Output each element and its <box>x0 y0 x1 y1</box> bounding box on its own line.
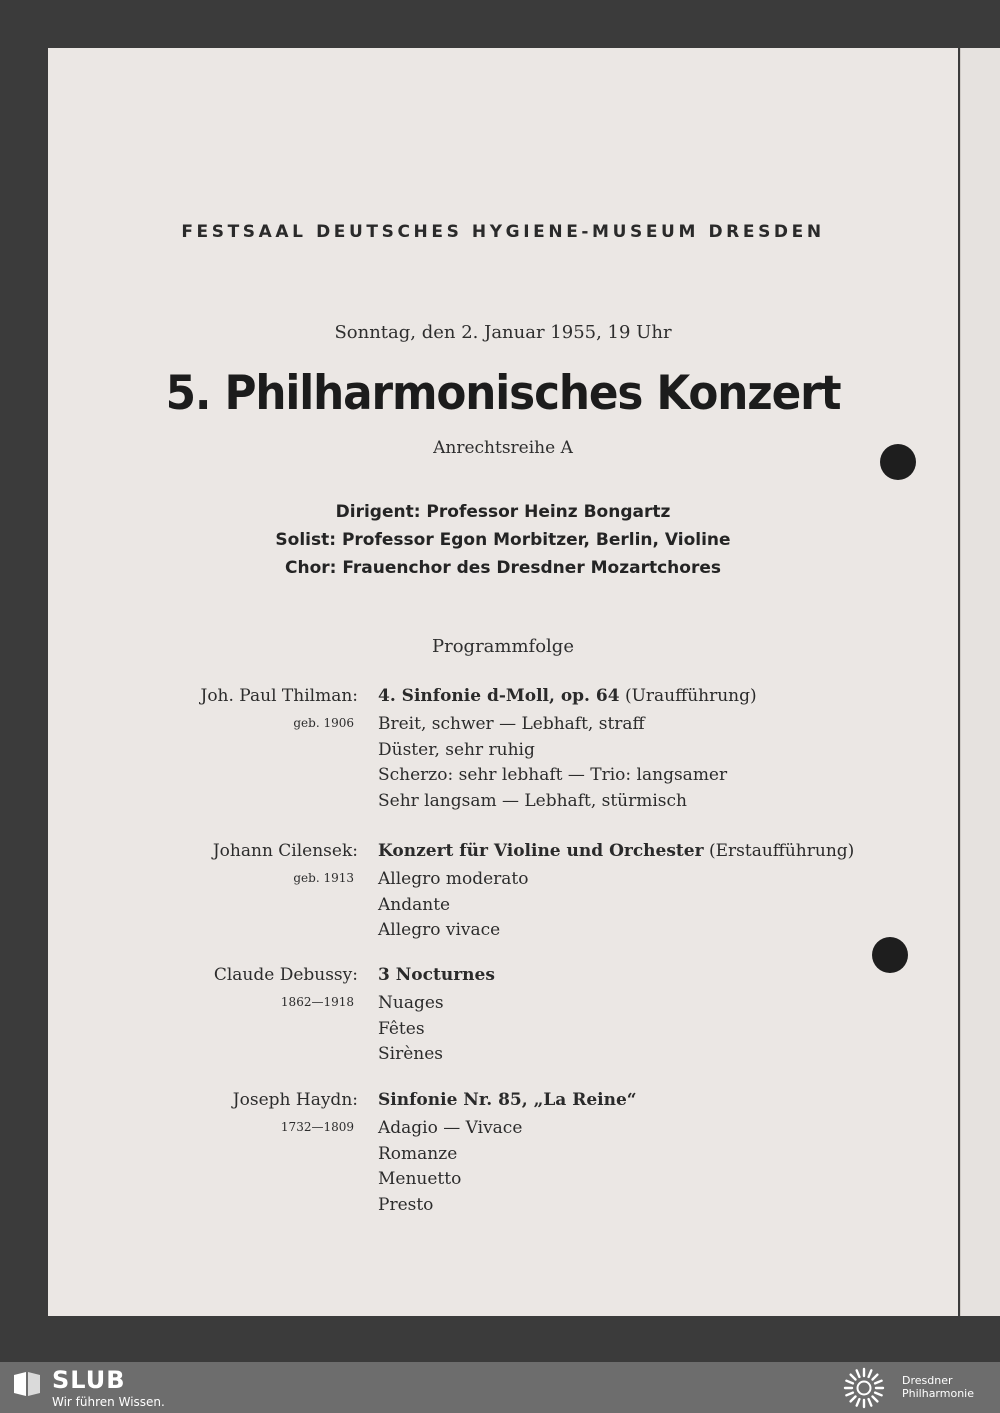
viewer-footer <box>0 1362 1000 1413</box>
movement: Adagio — Vivace <box>378 1118 523 1138</box>
work-title-line <box>378 1090 637 1110</box>
movement: Breit, schwer — Lebhaft, straff <box>378 714 645 734</box>
composer-dates: geb. 1913 <box>293 871 354 885</box>
composer-name: Joseph Haydn: <box>232 1090 358 1110</box>
work-title: 3 Nocturnes <box>378 965 495 985</box>
movement: Düster, sehr ruhig <box>378 739 535 760</box>
philharmonie-sunburst-icon[interactable] <box>842 1366 886 1410</box>
movement: Romanze <box>378 1143 458 1164</box>
work-note: (Erstaufführung) <box>708 841 855 861</box>
work-title: Konzert für Violine und Orchester <box>378 841 704 861</box>
punch-hole <box>880 444 916 480</box>
movement: Allegro vivace <box>378 920 501 940</box>
movement: Andante <box>378 894 451 915</box>
movement-list <box>378 867 529 944</box>
movement: Nuages <box>378 993 444 1013</box>
concert-date: Sonntag, den 2. Januar 1955, 19 Uhr <box>334 322 672 343</box>
venue-heading: FESTSAAL DEUTSCHES HYGIENE-MUSEUM DRESDEN <box>181 222 825 242</box>
punch-hole <box>872 937 908 973</box>
composer-name: Joh. Paul Thilman: <box>200 686 358 706</box>
movement: Sehr langsam — Lebhaft, stürmisch <box>378 790 688 811</box>
subscription-series: Anrechtsreihe A <box>433 438 573 458</box>
philharmonie-logo-text[interactable]: Dresdner Philharmonie <box>902 1374 974 1400</box>
work-title: Sinfonie Nr. 85, „La Reine“ <box>378 1090 637 1110</box>
conductor-credit: Dirigent: Professor Heinz Bongartz <box>335 502 671 522</box>
movement-list <box>378 712 727 814</box>
soloist-credit: Solist: Professor Egon Morbitzer, Berlin, Violine <box>275 530 731 550</box>
work-title-line <box>378 965 495 985</box>
choir-credit: Chor: Frauenchor des Dresdner Mozartchores <box>285 558 721 578</box>
composer-name: Claude Debussy: <box>213 965 358 985</box>
composer-dates: 1732—1809 <box>280 1120 354 1134</box>
composer-dates: 1862—1918 <box>280 995 354 1009</box>
program-page <box>48 48 958 1316</box>
composer-name: Johann Cilensek: <box>212 841 358 861</box>
slub-tagline: Wir führen Wissen. <box>52 1395 165 1409</box>
movement: Scherzo: sehr lebhaft — Trio: langsamer <box>378 765 728 785</box>
slub-book-icon[interactable] <box>12 1369 42 1399</box>
slub-logo-text[interactable]: SLUB <box>52 1366 126 1394</box>
work-note: (Uraufführung) <box>624 686 757 706</box>
movement: Fêtes <box>378 1018 425 1039</box>
work-title: 4. Sinfonie d-Moll, op. 64 <box>378 686 620 706</box>
performer-credits <box>48 498 958 582</box>
work-title-line <box>378 841 854 861</box>
movement-list <box>378 1116 522 1218</box>
work-title-line <box>378 686 757 706</box>
concert-title: 5. Philharmonisches Konzert <box>165 366 841 421</box>
movement: Sirènes <box>378 1044 444 1064</box>
movement-list <box>378 991 444 1068</box>
composer-dates: geb. 1906 <box>293 716 354 730</box>
movement: Allegro moderato <box>378 869 529 889</box>
program-heading: Programmfolge <box>432 636 574 657</box>
movement: Menuetto <box>378 1169 462 1189</box>
movement: Presto <box>378 1194 434 1215</box>
adjacent-page-edge <box>960 48 1000 1316</box>
